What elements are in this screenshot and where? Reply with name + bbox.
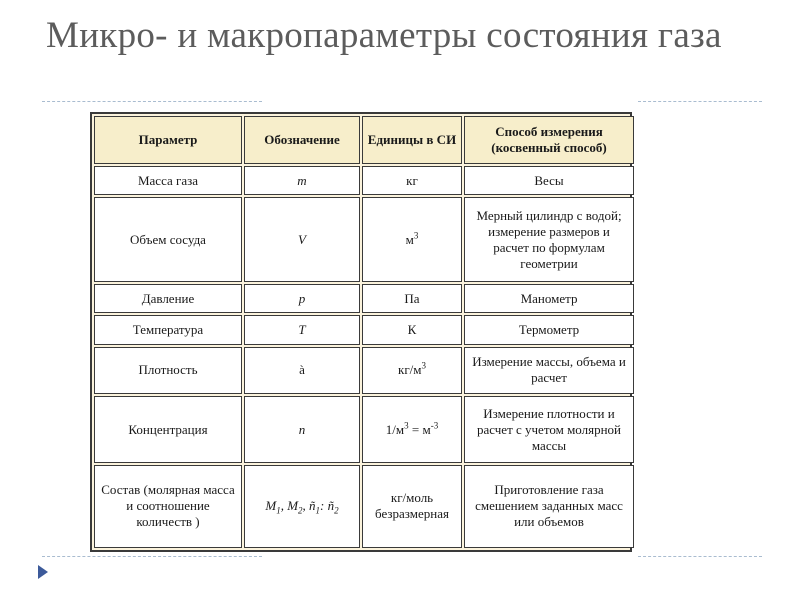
cell-parameter: Состав (молярная масса и соотношение количеств ) <box>94 465 242 548</box>
parameters-table <box>92 114 636 550</box>
table-row <box>94 465 634 548</box>
cell-symbol: m <box>244 166 360 195</box>
triangle-right-icon <box>38 565 48 579</box>
cell-units: $кг/м^3$ <box>362 347 462 395</box>
divider-bottom-left <box>42 556 262 557</box>
header-units: Единицы в СИ <box>362 116 462 164</box>
cell-method: Измерение массы, объема и расчет <box>464 347 634 395</box>
cell-parameter: Масса газа <box>94 166 242 195</box>
header-symbol: Обозначение <box>244 116 360 164</box>
header-method: Способ измерения (косвенный способ) <box>464 116 634 164</box>
cell-symbol: V <box>244 197 360 282</box>
cell-parameter: Давление <box>94 284 242 313</box>
cell-parameter: Объем сосуда <box>94 197 242 282</box>
cell-symbol: à <box>244 347 360 395</box>
cell-method: Термометр <box>464 315 634 344</box>
cell-units: $1/м^3 = м^{-3}$ <box>362 396 462 463</box>
table-row <box>94 284 634 313</box>
page-title: Микро- и макропараметры состояния газа <box>46 15 722 56</box>
parameters-table-frame <box>90 112 632 552</box>
cell-method: Приготовление газа смешением заданных масс или объемов <box>464 465 634 548</box>
cell-units: $м^3$ <box>362 197 462 282</box>
table-row <box>94 197 634 282</box>
cell-method: Измерение плотности и расчет с учетом молярной массы <box>464 396 634 463</box>
header-parameter: Параметр <box>94 116 242 164</box>
divider-top-right <box>638 101 762 102</box>
table-header-row <box>94 116 634 164</box>
cell-method: Манометр <box>464 284 634 313</box>
table-row <box>94 315 634 344</box>
cell-parameter: Плотность <box>94 347 242 395</box>
cell-method: Мерный цилиндр с водой; измерение размеров и расчет по формулам геометрии <box>464 197 634 282</box>
cell-parameter: Температура <box>94 315 242 344</box>
cell-method: Весы <box>464 166 634 195</box>
cell-symbol: T <box>244 315 360 344</box>
cell-units: кг <box>362 166 462 195</box>
cell-units: К <box>362 315 462 344</box>
cell-symbol: p <box>244 284 360 313</box>
cell-parameter: Концентрация <box>94 396 242 463</box>
table-row <box>94 396 634 463</box>
table-row <box>94 166 634 195</box>
cell-units: кг/моль безразмерная <box>362 465 462 548</box>
cell-units: Па <box>362 284 462 313</box>
cell-symbol: $M_1$, $M_2$, $ñ_1$: $ñ_2$ <box>244 465 360 548</box>
cell-symbol: n <box>244 396 360 463</box>
divider-top-left <box>42 101 262 102</box>
divider-bottom-right <box>638 556 762 557</box>
table-row <box>94 347 634 395</box>
